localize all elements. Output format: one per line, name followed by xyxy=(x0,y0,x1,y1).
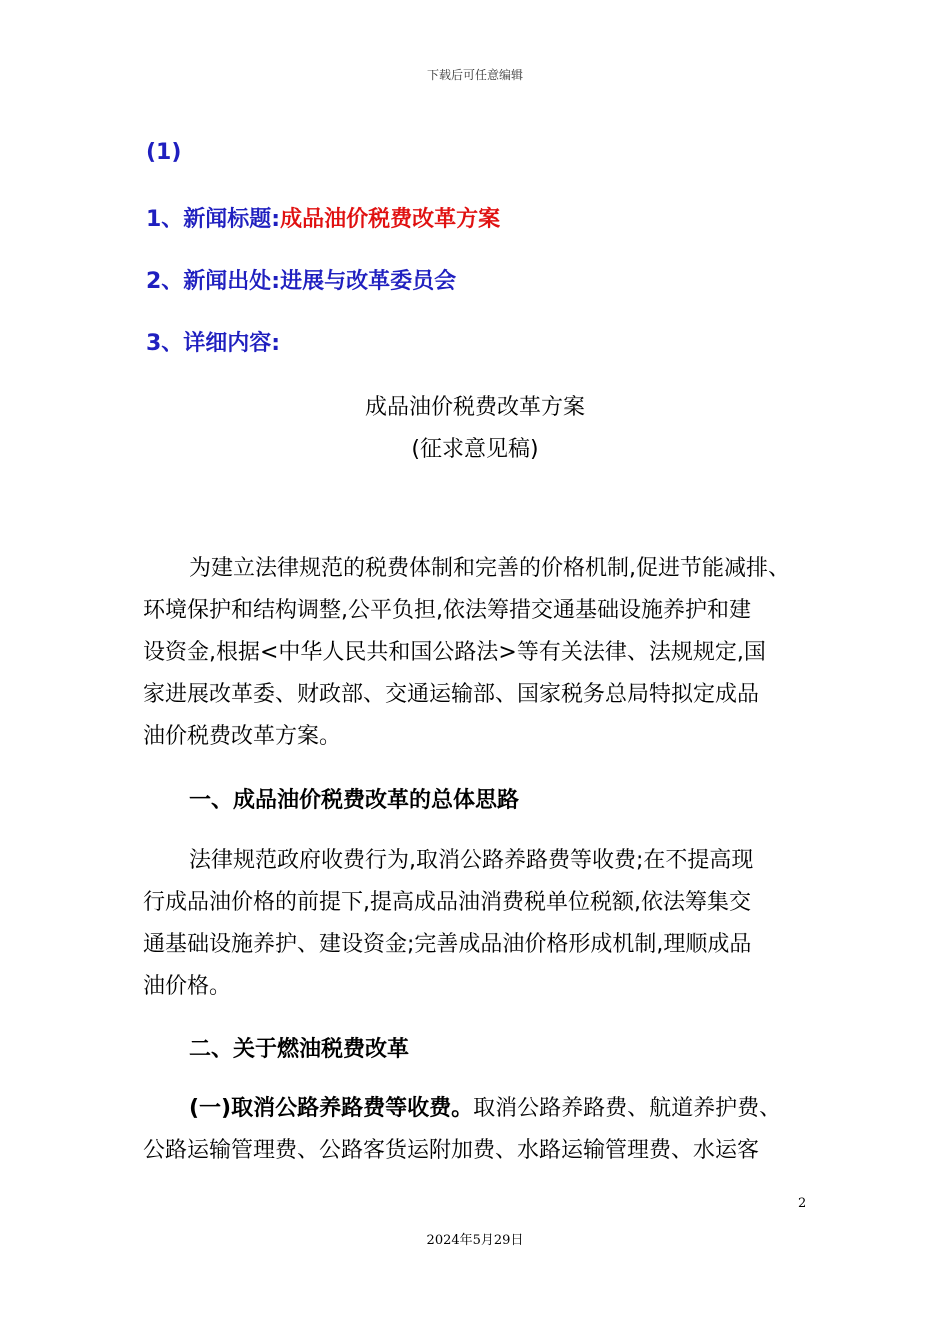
document-subtitle: (征求意见稿) xyxy=(411,437,539,462)
paragraph-line: 环境保护和结构调整,公平负担,依法筹措交通基础设施养护和建 xyxy=(143,598,751,623)
subsection-text: 取消公路养路费、航道养护费、 xyxy=(473,1096,782,1121)
news-source-line: 2、新闻出处:进展与改革委员会 xyxy=(146,269,457,294)
paragraph-line: 设资金,根据<中华人民共和国公路法>等有关法律、法规规定,国 xyxy=(143,640,766,665)
document-title: 成品油价税费改革方案 xyxy=(364,395,585,420)
paragraph-line: 法律规范政府收费行为,取消公路养路费等收费;在不提高现 xyxy=(189,848,754,873)
paragraph-line xyxy=(143,1088,823,1130)
page-footer-date: 2024年5月29日 xyxy=(426,1233,524,1248)
subsection-lead: (一)取消公路养路费等收费。 xyxy=(189,1096,474,1121)
section1-paragraph xyxy=(143,840,823,1008)
paragraph-line: 为建立法律规范的税费体制和完善的价格机制,促进节能减排、 xyxy=(189,556,790,581)
paragraph-line: 油价税费改革方案。 xyxy=(143,724,342,749)
news-title-line xyxy=(146,202,500,233)
section-heading-1: 一、成品油价税费改革的总体思路 xyxy=(189,788,520,813)
section-heading-2: 二、关于燃油税费改革 xyxy=(189,1037,410,1062)
info-index: (1) xyxy=(146,140,182,165)
paragraph-line: 油价格。 xyxy=(143,974,232,999)
intro-paragraph xyxy=(143,548,823,758)
paragraph-line: 通基础设施养护、建设资金;完善成品油价格形成机制,理顺成品 xyxy=(143,932,752,957)
news-title-label: 1、新闻标题: xyxy=(146,207,281,232)
paragraph-line: 行成品油价格的前提下,提高成品油消费税单位税额,依法筹集交 xyxy=(143,890,751,915)
page-number: 2 xyxy=(798,1196,807,1211)
page-header: 下载后可任意编辑 xyxy=(426,68,523,82)
details-label: 3、详细内容: xyxy=(146,331,281,356)
paragraph-line: 公路运输管理费、公路客货运附加费、水路运输管理费、水运客 xyxy=(143,1138,760,1163)
news-title-value: 成品油价税费改革方案 xyxy=(280,207,501,232)
section2-paragraph xyxy=(143,1088,823,1172)
paragraph-line: 家进展改革委、财政部、交通运输部、国家税务总局特拟定成品 xyxy=(143,682,760,707)
